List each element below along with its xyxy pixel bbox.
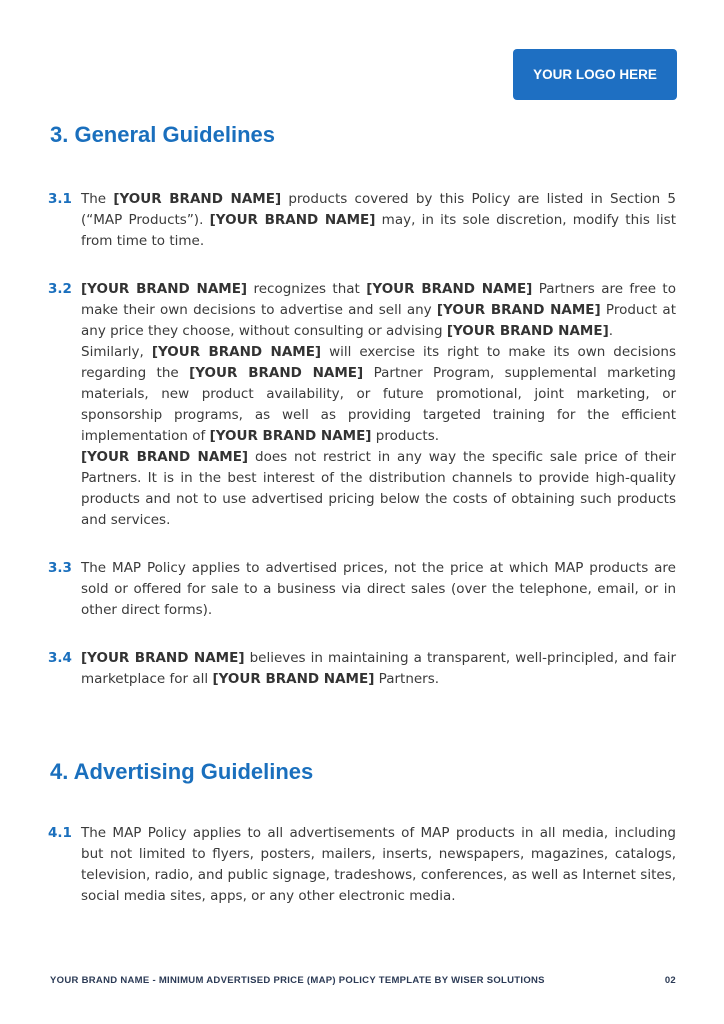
brand-name-placeholder: [YOUR BRAND NAME]: [209, 212, 376, 228]
footer-title: YOUR BRAND NAME - MINIMUM ADVERTISED PRICE (MAP) POLICY TEMPLATE BY WISER SOLUTIONS: [50, 975, 545, 986]
brand-name-placeholder: [YOUR BRAND NAME]: [189, 365, 364, 381]
clause-paragraph: [YOUR BRAND NAME] does not restrict in any way the specific sale price of their Partners. It is in the best interest of the distribution channels to provide high-quality products and not to use advertised pricing below the costs of obtaining such products and services.: [81, 449, 676, 528]
clause-body: [81, 648, 676, 690]
clause-number: 4.1: [48, 825, 72, 841]
clause-3-3: [48, 558, 676, 621]
clause-paragraph: [YOUR BRAND NAME] believes in maintaining a transparent, well-principled, and fair marketplace for all [YOUR BRAND NAME] Partners.: [81, 650, 676, 687]
brand-name-placeholder: [YOUR BRAND NAME]: [151, 344, 322, 360]
clause-body: [81, 279, 676, 531]
clause-body: [81, 823, 676, 907]
brand-name-placeholder: [YOUR BRAND NAME]: [212, 671, 375, 687]
clause-body: [81, 189, 676, 252]
clause-number: 3.4: [48, 650, 72, 666]
section-3-heading: 3. General Guidelines: [50, 122, 275, 147]
clause-3-2: [48, 279, 676, 531]
brand-name-placeholder: [YOUR BRAND NAME]: [436, 302, 601, 318]
page-footer: [50, 975, 676, 986]
brand-name-placeholder: [YOUR BRAND NAME]: [81, 281, 248, 297]
clause-number: 3.2: [48, 281, 72, 297]
clause-3-4: [48, 648, 676, 690]
clause-paragraph: The [YOUR BRAND NAME] products covered by this Policy are listed in Section 5 (“MAP Products”). [YOUR BRAND NAME] may, in its sole discretion, modify this list from time to time.: [81, 191, 677, 249]
brand-name-placeholder: [YOUR BRAND NAME]: [446, 323, 609, 339]
clause-body: [81, 558, 676, 621]
brand-name-placeholder: [YOUR BRAND NAME]: [366, 281, 533, 297]
clause-paragraph: Similarly, [YOUR BRAND NAME] will exercise its right to make its own decisions regarding the [YOUR BRAND NAME] Partner Program, supplemental marketing materials, new product availability, or future promotional, joint marketing, or sponsorship programs, as well as providing targeted training for the efficient implementation of [YOUR BRAND NAME] products.: [81, 344, 676, 444]
logo-placeholder: YOUR LOGO HERE: [513, 49, 677, 100]
section-4-heading: 4. Advertising Guidelines: [50, 759, 314, 784]
clause-4-1: [48, 823, 676, 907]
brand-name-placeholder: [YOUR BRAND NAME]: [209, 428, 372, 444]
brand-name-placeholder: [YOUR BRAND NAME]: [81, 449, 249, 465]
clause-paragraph: The MAP Policy applies to advertised prices, not the price at which MAP products are sold or offered for sale to a business via direct sales (over the telephone, email, or in other direct forms).: [81, 560, 676, 618]
clause-number: 3.1: [48, 191, 72, 207]
clause-paragraph: The MAP Policy applies to all advertisements of MAP products in all media, including but not limited to flyers, posters, mailers, inserts, newspapers, magazines, catalogs, television, radio, and public signage, tradeshows, conferences, as well as Internet sites, social media sites, apps, or any other electronic media.: [81, 825, 676, 904]
brand-name-placeholder: [YOUR BRAND NAME]: [113, 191, 282, 207]
brand-name-placeholder: [YOUR BRAND NAME]: [81, 650, 245, 666]
clause-number: 3.3: [48, 560, 72, 576]
page-number: 02: [664, 975, 676, 986]
clause-3-1: [48, 189, 676, 252]
clause-paragraph: [YOUR BRAND NAME] recognizes that [YOUR BRAND NAME] Partners are free to make their own decisions to advertise and sell any [YOUR BRAND NAME] Product at any price they choose, without consulting or advising [YOUR BRAND NAME].: [81, 281, 676, 339]
